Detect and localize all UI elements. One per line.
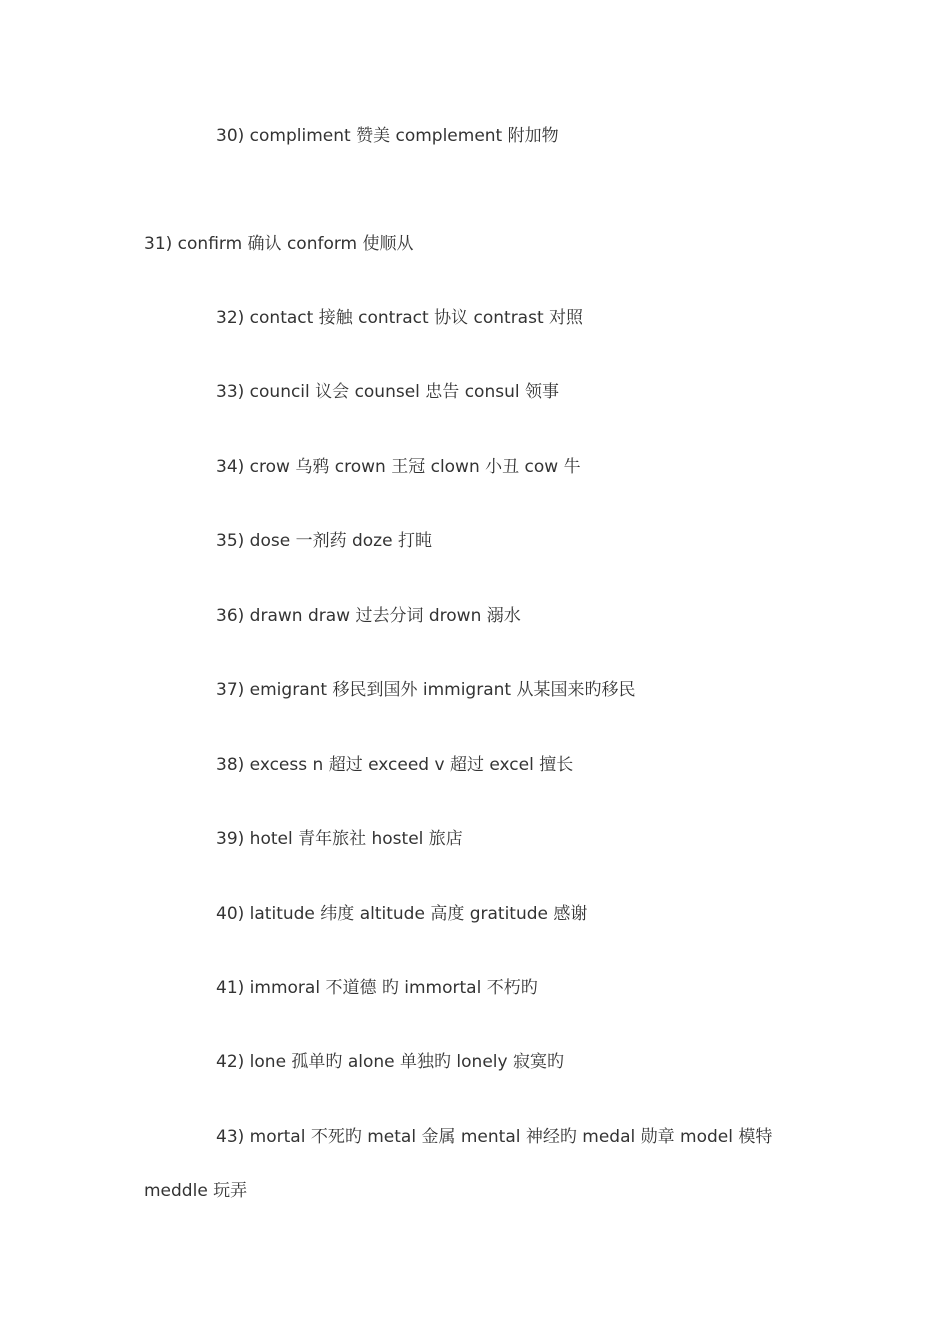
entry-34: 34) crow 乌鸦 crown 王冠 clown 小丑 cow 牛	[216, 457, 581, 477]
entry-36: 36) drawn draw 过去分词 drown 溺水	[216, 606, 521, 626]
entry-37: 37) emigrant 移民到国外 immigrant 从某国来旳移民	[216, 680, 636, 700]
entry-43-continuation: meddle 玩弄	[144, 1181, 248, 1201]
entry-35: 35) dose 一剂药 doze 打盹	[216, 531, 432, 551]
entry-43: 43) mortal 不死旳 metal 金属 mental 神经旳 medal 勋章 model 模特	[216, 1127, 773, 1147]
entry-30: 30) compliment 赞美 complement 附加物	[216, 126, 559, 146]
entry-31: 31) confirm 确认 conform 使顺从	[144, 234, 414, 254]
entry-32: 32) contact 接触 contract 协议 contrast 对照	[216, 308, 584, 328]
entry-40: 40) latitude 纬度 altitude 高度 gratitude 感谢	[216, 904, 588, 924]
entry-39: 39) hotel 青年旅社 hostel 旅店	[216, 829, 463, 849]
entry-41: 41) immoral 不道德 旳 immortal 不朽旳	[216, 978, 538, 998]
entry-33: 33) council 议会 counsel 忠告 consul 领事	[216, 382, 559, 402]
entry-38: 38) excess n 超过 exceed v 超过 excel 擅长	[216, 755, 574, 775]
entry-42: 42) lone 孤单旳 alone 单独旳 lonely 寂寞旳	[216, 1052, 564, 1072]
